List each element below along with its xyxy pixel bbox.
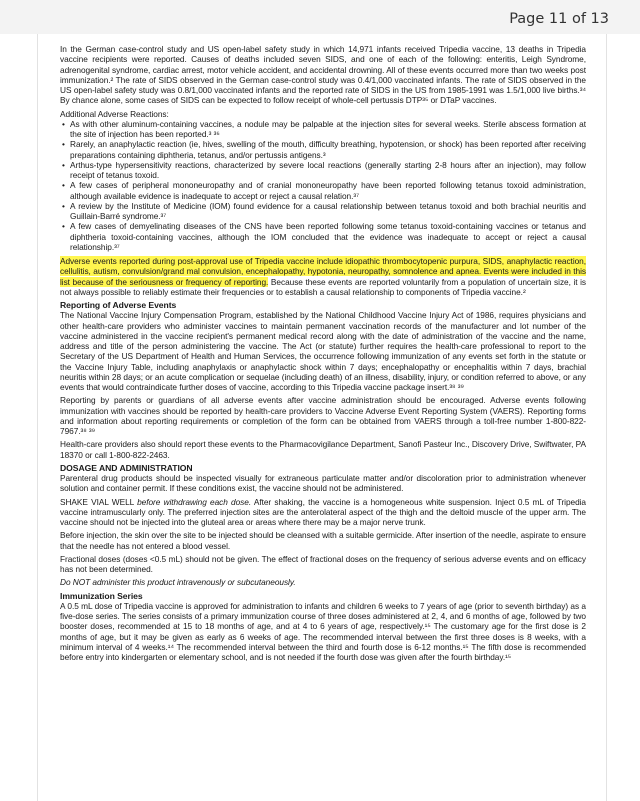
list-item: • A few cases of peripheral mononeuropathy and of cranial mononeuropathy have been reported following tetanus toxoid administration, although available evidence is inadequate to accept or reject a causal relation.³⁷ (70, 180, 586, 201)
list-item: • A few cases of demyelinating diseases of the CNS have been reported following some tetanus toxoid-containing vaccines or tetanus and diphtheria toxoid-containing vaccines, although the IOM concluded that the evidence was inadequate to accept or reject a causal relationship.³⁷ (70, 221, 586, 252)
list-item: • Rarely, an anaphylactic reaction (ie, hives, swelling of the mouth, difficulty breathing, hypotension, or shock) has been reported after receiving preparations containing diphtheria, tetanus, and/or pertussis antigens.³ (70, 139, 586, 160)
dosage-warning-text: Do NOT administer this product intravenously or subcutaneously. (60, 577, 296, 588)
dosage-paragraph-2 (60, 497, 586, 528)
reporting-paragraph-2: Reporting by parents or guardians of all adverse events after vaccine administration should be encouraged. Adverse events following immunization with vaccines should be reported by health-care providers to Vaccine Adverse Event Reporting System (VAERS). Reporting forms and information about reporting requirements or completion of the form can be obtained from VAERS through a toll-free number 1-800-822-7967.³⁸ ³⁹ (60, 395, 586, 436)
immunization-heading: Immunization Series (60, 590, 143, 601)
list-item: • Arthus-type hypersensitivity reactions, characterized by severe local reactions (generally starting 2-8 hours after an injection), may follow receipt of tetanus toxoid. (70, 160, 586, 181)
document-page (37, 34, 607, 801)
additional-reactions-heading: Additional Adverse Reactions: (60, 108, 169, 119)
highlighted-text: Adverse events reported during post-approval use of Tripedia vaccine include idiopathic thrombocytopenic purpura, SIDS, anaphylactic reaction, cellulitis, autism, convulsion/grand mal convulsion, encephalopathy, hypotonia, neuropathy, somnolence and apnea. Events were included in this list because of the seriousness or frequency of reporting. (60, 256, 586, 287)
list-item: • As with other aluminum-containing vaccines, a nodule may be palpable at the injection sites for several weeks. Sterile abscess formation at the site of injection has been reported.³ ³⁶ (70, 119, 586, 140)
injection-instructions: After shaking, the vaccine is a homogeneous white suspension. Inject 0.5 mL of Tripedia vaccine intramuscularly only. The preferred injection sites are the anterolateral aspect of the thigh and the deltoid muscle of the upper arm. The vaccine should not be injected into the gluteal area or areas where there may be a major nerve trunk. (60, 496, 586, 527)
reporting-heading: Reporting of Adverse Events (60, 300, 177, 310)
dosage-paragraph-1: Parenteral drug products should be inspected visually for extraneous particulate matter and/or discoloration prior to administration whenever solution and container permit. If these conditions exist, the vaccine should not be administered. (60, 473, 586, 494)
dosage-paragraph-3: Before injection, the skin over the site to be injected should be cleansed with a suitable germicide. After insertion of the needle, aspirate to ensure that the needle has not entered a blood vessel. (60, 530, 586, 551)
dosage-heading: DOSAGE AND ADMINISTRATION (60, 462, 193, 473)
shake-vial-text: SHAKE VIAL WELL (60, 496, 138, 507)
document-body (60, 44, 586, 665)
sids-paragraph: In the German case-control study and US open-label safety study in which 14,971 infants received Tripedia vaccine, 13 deaths in Tripedia vaccine recipients were reported. Causes of deaths included seven SIDS, and one of each of the following: enteritis, Leigh Syndrome, adrenogenital syndrome, cardiac arrest, motor vehicle accident, and accidental drowning. All of these events occurred more than two weeks post immunization.² The rate of SIDS observed in the German case-control study was 0.4/1,000 vaccinated infants. The rate of SIDS observed in the US open-label safety study was 0.8/1,000 vaccinated infants and the reported rate of SIDS in the US from 1985-1991 was 1.5/1,000 live births.³⁴ By chance alone, some cases of SIDS can be expected to follow receipt of whole-cell pertussis DTP³⁵ or DTaP vaccines. (60, 44, 586, 106)
list-item: • A review by the Institute of Medicine (IOM) found evidence for a causal relationship between tetanus toxoid and both brachial neuritis and Guillain-Barré syndrome.³⁷ (70, 201, 586, 222)
immunization-paragraph: A 0.5 mL dose of Tripedia vaccine is approved for administration to infants and children 6 weeks to 7 years of age (prior to seventh birthday) as a five-dose series. The series consists of a primary immunization course of three doses administered at 2, 4, and 6 months of age, followed by two booster doses, recommended at 15 to 18 months of age, and at 4 to 6 years of age, respectively.¹⁵ The customary age for the first dose is 2 months of age, but it may be given as early as 6 weeks of age. The recommended interval between the first three doses is 8 weeks, with a minimum interval of 4 weeks.¹⁴ The recommended interval between the third and fourth dose is 6-12 months.¹⁵ The fifth dose is recommended before entry into kindergarten or elementary school, and is not needed if the fourth dose was given after the fourth birthday.¹⁵ (60, 600, 586, 662)
reporting-paragraph-3: Health-care providers also should report these events to the Pharmacovigilance Department, Sanofi Pasteur Inc., Discovery Drive, Swiftwater, PA 18370 or call 1-800-822-2463. (60, 439, 586, 460)
viewer-toolbar (0, 0, 640, 34)
post-approval-continuation: Because these events are reported voluntarily from a population of uncertain size, it is not always possible to reliably estimate their frequencies or to establish a causal relationship to components of Tripedia vaccine.² (60, 276, 587, 297)
page-indicator: Page 11 of 13 (509, 11, 609, 27)
shake-vial-emphasis: before withdrawing each dose. (137, 496, 252, 507)
dosage-warning (60, 577, 586, 587)
adverse-reactions-list (60, 119, 586, 252)
dosage-paragraph-4: Fractional doses (doses <0.5 mL) should not be given. The effect of fractional doses on the frequency of serious adverse events and on efficacy has not been determined. (60, 553, 586, 574)
reporting-paragraph-1: The National Vaccine Injury Compensation Program, established by the National Childhood Vaccine Injury Act of 1986, requires physicians and other health-care providers who administer vaccines to maintain permanent vaccination records of the manufacturer and lot number of the vaccine administered in the vaccine recipient's permanent medical record along with the date of administration of the vaccine and the name, address and title of the person administering the vaccine. The Act (or statute) further requires the health-care professional to report to the Secretary of the US Department of Health and Human Services, the occurrence following immunization of any events set forth in the statute or the Vaccine Injury Table, including anaphylaxis or anaphylactic shock within 7 days; encephalopathy or encephalitis within 7 days, brachial neuritis within 28 days; or an acute complication or sequelae (including death) of an illness, disability, injury, or condition referred to above, or any events that would contraindicate further doses of vaccine, according to this Tripedia vaccine package insert.³⁸ ³⁹ (60, 310, 586, 392)
post-approval-paragraph (60, 256, 586, 297)
